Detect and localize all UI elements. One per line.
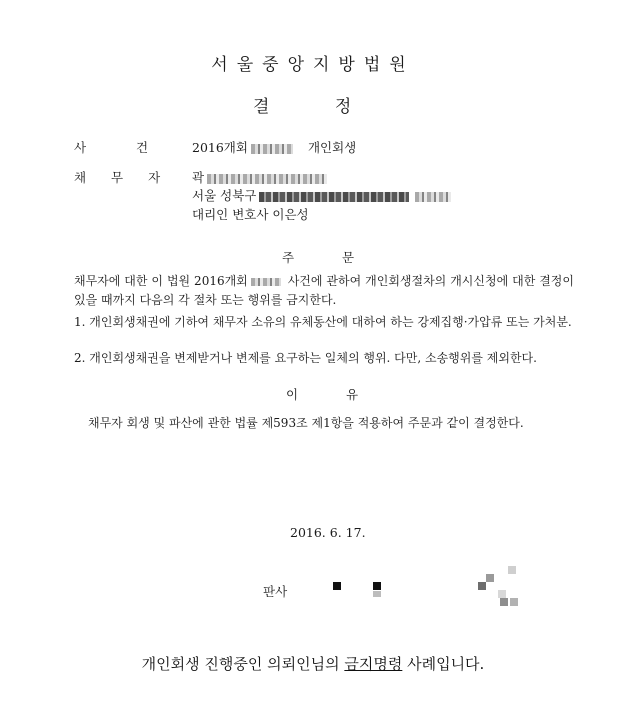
case-number-prefix: 2016개회 — [192, 140, 248, 155]
reason-text: 채무자 회생 및 파산에 관한 법률 제593조 제1항을 적용하여 주문과 같이 결정한다. — [88, 416, 524, 430]
redacted-debtor-name — [207, 174, 327, 184]
debtor-label: 채 무 자 — [74, 170, 161, 185]
case-label: 사 건 — [74, 140, 149, 155]
judge-label: 판사 — [263, 584, 288, 599]
debtor-address-prefix: 서울 성북구 — [192, 188, 257, 203]
redacted-case-number — [251, 144, 293, 154]
caption-after: 사례입니다. — [402, 655, 485, 673]
redacted-case-ref — [251, 278, 281, 286]
order-paragraph — [74, 272, 574, 310]
reason-heading: 이 유 — [286, 387, 359, 402]
caption — [0, 653, 626, 674]
order-item-1: 1. 개인회생채권에 기하여 채무자 소유의 유체동산에 대하여 하는 강제집행·가압류 또는 가처분. — [74, 315, 572, 329]
case-number — [192, 138, 356, 156]
debtor-address — [192, 186, 454, 204]
order-item-2: 2. 개인회생채권을 변제받거나 변제를 요구하는 일체의 행위. 다만, 소송행위를 제외한다. — [74, 351, 537, 365]
redacted-address — [259, 192, 409, 202]
decision-date: 2016. 6. 17. — [290, 525, 366, 540]
order-intro-end: 사건에 관하여 개인회생절차의 개시신청에 대한 결정이 있을 때까지 다음의 각 절차 또는 행위를 금지한다. — [74, 274, 574, 307]
debtor-name — [192, 168, 330, 186]
redacted-address-detail — [415, 192, 451, 202]
debtor-name-prefix: 곽 — [192, 170, 205, 185]
order-intro-start: 채무자에 대한 이 법원 2016개회 — [74, 274, 248, 288]
document-type-title: 결 정 — [253, 97, 352, 117]
case-type: 개인회생 — [307, 140, 357, 155]
debtor-agent: 대리인 변호사 이은성 — [192, 207, 309, 222]
order-heading: 주 문 — [282, 250, 355, 265]
caption-underlined: 금지명령 — [344, 655, 403, 673]
court-name: 서울중앙지방법원 — [211, 55, 415, 75]
caption-before: 개인회생 진행중인 의뢰인님의 — [141, 655, 345, 673]
